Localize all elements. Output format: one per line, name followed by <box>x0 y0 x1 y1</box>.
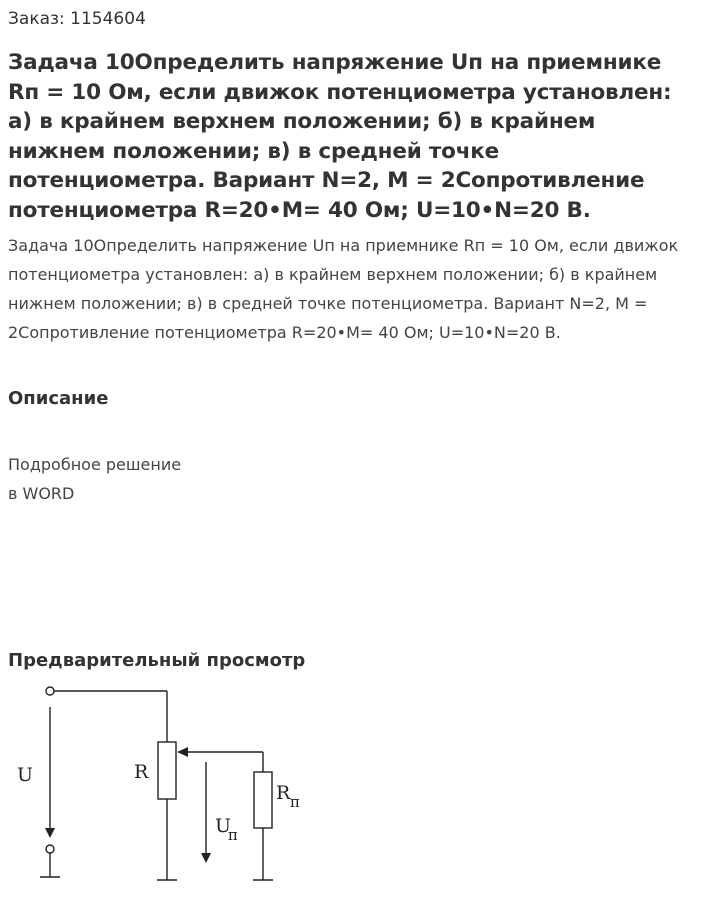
label-r: R <box>134 761 149 783</box>
circuit-diagram <box>0 680 330 895</box>
top-terminal <box>46 687 54 695</box>
label-un: U <box>215 815 232 837</box>
description-line: Подробное решение <box>8 455 182 474</box>
un-arrowhead <box>201 853 211 863</box>
label-u: U <box>17 764 34 786</box>
label-rn-sub: п <box>290 793 300 811</box>
potentiometer-resistor <box>158 742 176 799</box>
order-number: Заказ: 1154604 <box>8 9 146 29</box>
label-un-sub: п <box>228 826 238 844</box>
task-text: Задача 10Определить напряжение Uп на приемнике Rп = 10 Ом, если движок потенциометра установлен: а) в крайнем верхнем положении; б) в крайнем нижнем положении; в) в средней точке потенциометра. Вариант N=2, M = 2Сопротивление потенциометра R=20•M= 40 Ом; U=10•N=20 В. <box>8 236 679 342</box>
task-title: Задача 10Определить напряжение Uп на приемнике Rп = 10 Ом, если движок потенциометра установлен: а) в крайнем верхнем положении; б) в крайнем нижнем положении; в) в средней точке потенциометра. Вариант N=2, M = 2Сопротивление потенциометра R=20•M= 40 Ом; U=10•N=20 В. <box>8 50 672 223</box>
description-heading: Описание <box>8 388 109 409</box>
description-line: в WORD <box>8 484 75 503</box>
description-body <box>8 450 181 508</box>
label-rn: R <box>276 782 291 804</box>
bottom-terminal <box>46 845 54 853</box>
wiper-arrowhead <box>177 747 188 757</box>
u-arrowhead <box>45 828 55 838</box>
preview-heading: Предварительный просмотр <box>8 650 306 671</box>
load-resistor <box>254 772 272 828</box>
